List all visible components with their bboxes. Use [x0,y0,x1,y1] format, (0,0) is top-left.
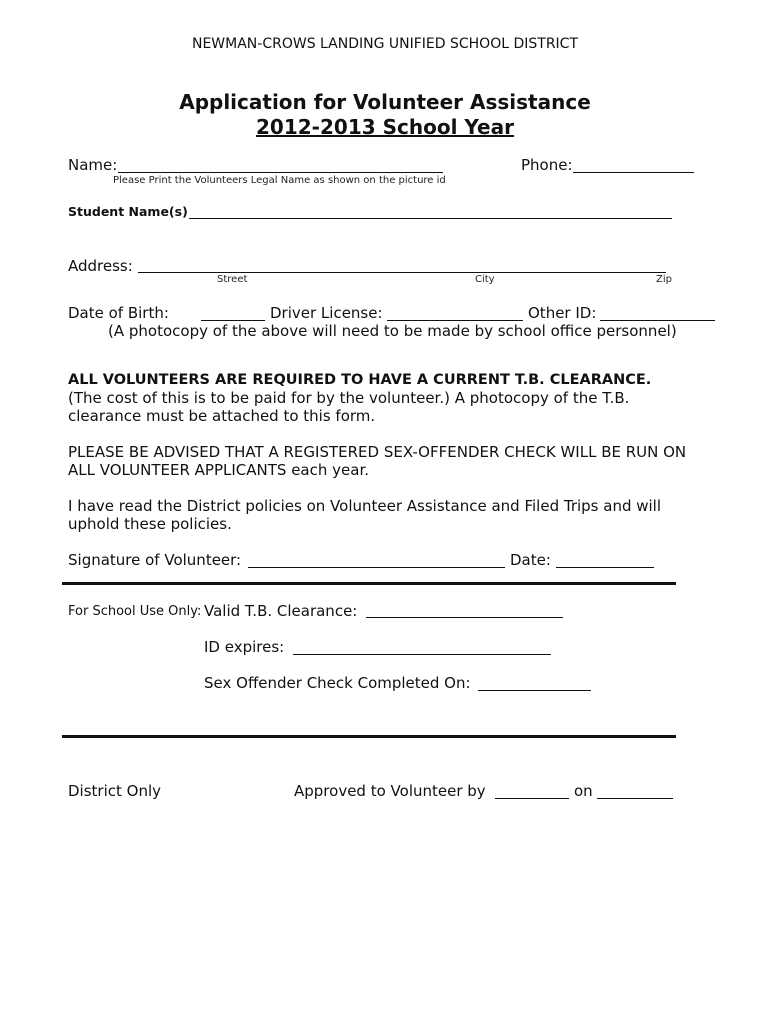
street-label: Street [217,274,248,285]
offender-notice-line2: ALL VOLUNTEER APPLICANTS each year. [68,461,370,479]
tb-heading: ALL VOLUNTEERS ARE REQUIRED TO HAVE A CURRENT T.B. CLEARANCE. [68,372,652,388]
tb-note-line1: (The cost of this is to be paid for by the volunteer.) A photocopy of the T.B. [68,389,630,407]
approved-on-label: on [574,782,593,800]
district-only-label: District Only [68,782,162,800]
signature-date-field[interactable] [556,567,654,568]
name-hint: Please Print the Volunteers Legal Name as shown on the picture id [113,175,446,186]
address-field[interactable] [138,272,666,273]
signature-label: Signature of Volunteer: [68,551,242,569]
tb-clearance-field[interactable] [366,617,563,618]
divider-top [62,582,676,585]
name-label: Name: [68,156,118,174]
id-expires-label: ID expires: [204,638,285,656]
offender-check-label: Sex Offender Check Completed On: [204,674,471,692]
signature-field[interactable] [248,567,505,568]
name-field[interactable] [118,172,443,173]
signature-date-label: Date: [510,551,551,569]
approved-on-field[interactable] [597,798,673,799]
id-expires-field[interactable] [293,654,551,655]
district-name: NEWMAN-CROWS LANDING UNIFIED SCHOOL DISTRICT [191,36,578,52]
school-use-label: For School Use Only: [68,604,202,619]
license-field[interactable] [387,320,523,321]
other-id-field[interactable] [600,320,715,321]
dob-field[interactable] [201,320,265,321]
form-title: Application for Volunteer Assistance [179,90,591,114]
tb-note-line2: clearance must be attached to this form. [68,407,376,425]
phone-field[interactable] [573,172,694,173]
phone-label: Phone: [521,156,573,174]
license-label: Driver License: [270,304,383,322]
offender-notice-line1: PLEASE BE ADVISED THAT A REGISTERED SEX-OFFENDER CHECK WILL BE RUN ON [68,443,687,461]
tb-clearance-label: Valid T.B. Clearance: [204,602,358,620]
other-id-label: Other ID: [528,304,597,322]
photocopy-note: (A photocopy of the above will need to be made by school office personnel) [108,322,677,340]
school-year: 2012-2013 School Year [256,115,514,139]
address-label: Address: [68,257,133,275]
student-name-field[interactable] [189,218,672,219]
student-name-label: Student Name(s) [68,204,188,219]
offender-check-field[interactable] [478,690,591,691]
zip-label: Zip [656,274,672,285]
policy-line2: uphold these policies. [68,515,232,533]
dob-label: Date of Birth: [68,304,169,322]
approved-by-field[interactable] [495,798,569,799]
policy-line1: I have read the District policies on Volunteer Assistance and Filed Trips and will [68,497,662,515]
divider-bottom [62,735,676,738]
city-label: City [475,274,495,285]
approved-label: Approved to Volunteer by [294,782,486,800]
